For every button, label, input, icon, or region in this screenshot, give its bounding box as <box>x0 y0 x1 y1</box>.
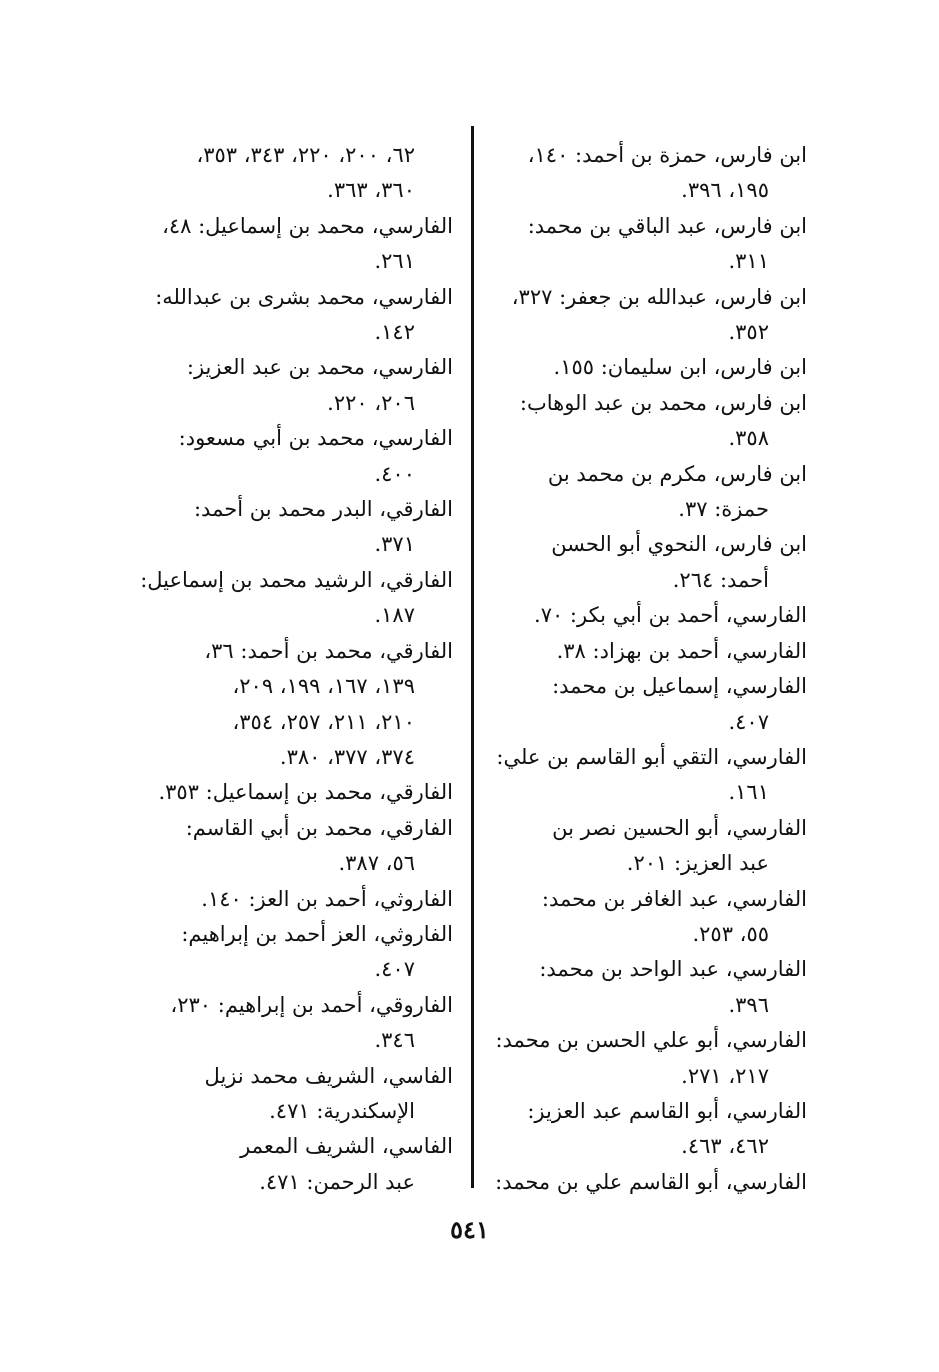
entry-line: الفارسي، إسماعيل بن محمد: <box>552 674 807 699</box>
entry-line: الفارسي، محمد بن عبد العزيز: <box>186 355 453 380</box>
entry-continuation: ٣٧١. <box>374 532 415 557</box>
entry-continuation: ٢٠٦، ٢٢٠. <box>327 390 415 415</box>
entry-continuation: ٤٠٧. <box>374 957 415 982</box>
index-entry <box>477 1023 807 1094</box>
entry-line: ابن فارس، عبدالله بن جعفر: ٣٢٧، <box>511 284 807 309</box>
entry-line: الفارسي، عبد الواحد بن محمد: <box>539 957 807 982</box>
index-entry <box>477 386 807 457</box>
entry-continuation: ٢١٠، ٢١١، ٢٥٧، ٣٥٤، <box>232 709 415 734</box>
index-entry <box>123 740 453 775</box>
page-number: ٥٤١ <box>450 1215 489 1244</box>
entry-line: الفارسي، محمد بشرى بن عبدالله: <box>155 284 453 309</box>
entry-continuation: ٣٧٤، ٣٧٧، ٣٨٠. <box>279 744 415 769</box>
entry-continuation: الإسكندرية: ٤٧١. <box>269 1098 415 1123</box>
index-entry <box>123 705 453 740</box>
index-entry <box>123 563 453 634</box>
index-entry <box>123 634 453 705</box>
entry-continuation: ٤٠٠. <box>374 461 415 486</box>
index-entry <box>477 882 807 953</box>
entry-line: الفاروثي، أحمد بن العز: ١٤٠. <box>201 886 453 911</box>
index-entry <box>123 280 453 351</box>
entry-line: الفاروقي، أحمد بن إبراهيم: ٢٣٠، <box>170 992 453 1017</box>
index-entry <box>123 811 453 882</box>
index-entry <box>477 1094 807 1165</box>
entry-continuation: عبد الرحمن: ٤٧١. <box>259 1169 415 1194</box>
entry-continuation: ١٤٢. <box>374 320 415 345</box>
entry-continuation: عبد العزيز: ٢٠١. <box>626 851 769 876</box>
entry-line: الفاسي، الشريف محمد نزيل <box>204 1063 453 1088</box>
entry-line: الفارقي، محمد بن أبي القاسم: <box>185 815 453 840</box>
entry-line: الفارسي، عبد الغافر بن محمد: <box>541 886 807 911</box>
entry-continuation: ٣٤٦. <box>374 1028 415 1053</box>
entry-line: ابن فارس، مكرم بن محمد بن <box>547 461 807 486</box>
column-divider <box>471 126 474 1188</box>
entry-continuation: ٥٥، ٢٥٣. <box>692 921 769 946</box>
index-entry <box>123 173 453 208</box>
entry-continuation: أحمد: ٢٦٤. <box>672 567 769 592</box>
entry-line: ابن فارس، ابن سليمان: ١٥٥. <box>553 355 807 380</box>
entry-line: الفارسي، أبو علي الحسن بن محمد: <box>495 1028 807 1053</box>
index-entry <box>477 209 807 280</box>
index-entry <box>477 598 807 633</box>
entry-line: الفارقي، البدر محمد بن أحمد: <box>193 497 453 522</box>
index-entry <box>477 669 807 740</box>
index-entry <box>123 350 453 421</box>
entry-continuation: ٣٥٢. <box>728 320 769 345</box>
entry-line: ابن فارس، النحوي أبو الحسن <box>551 532 807 557</box>
index-entry <box>123 492 453 563</box>
entry-continuation: ٣٩٦. <box>728 992 769 1017</box>
index-entry <box>123 421 453 492</box>
entry-continuation: ٦٢، ٢٠٠، ٢٢٠، ٣٤٣، ٣٥٣، <box>196 143 415 167</box>
right-column <box>477 138 807 1200</box>
entry-line: الفارسي، أبو القاسم علي بن محمد: <box>495 1169 807 1194</box>
entry-line: الفاروثي، العز أحمد بن إبراهيم: <box>181 921 453 946</box>
index-entry <box>477 527 807 598</box>
entry-continuation: ٤٠٧. <box>728 709 769 734</box>
entry-continuation: ١٩٥، ٣٩٦. <box>681 178 769 203</box>
entry-continuation: ٢٦١. <box>374 249 415 274</box>
entry-line: ابن فارس، عبد الباقي بن محمد: <box>527 213 807 238</box>
index-entry <box>477 1165 807 1200</box>
entry-continuation: ٤٦٢، ٤٦٣. <box>681 1134 769 1159</box>
entry-line: ابن فارس، محمد بن عبد الوهاب: <box>519 390 807 415</box>
entry-continuation: ١٦١. <box>728 780 769 805</box>
entry-line: ابن فارس، حمزة بن أحمد: ١٤٠، <box>527 143 807 167</box>
index-entry <box>477 634 807 669</box>
entry-continuation: ٥٦، ٣٨٧. <box>338 851 415 876</box>
entry-line: الفارسي، أبو الحسين نصر بن <box>552 815 807 840</box>
entry-line: الفاسي، الشريف المعمر <box>240 1134 453 1159</box>
index-entry <box>477 350 807 385</box>
index-entry <box>123 882 453 917</box>
entry-continuation: ١٨٧. <box>374 603 415 628</box>
index-entry <box>123 988 453 1059</box>
entry-continuation: ٣١١. <box>728 249 769 274</box>
entry-line: الفارقي، الرشيد محمد بن إسماعيل: <box>140 567 453 592</box>
index-entry <box>123 1059 453 1130</box>
index-entry <box>123 917 453 988</box>
index-entry <box>123 138 453 173</box>
entry-line: الفارقي، محمد بن أحمد: ٣٦، <box>204 638 453 663</box>
entry-continuation: حمزة: ٣٧. <box>678 497 769 522</box>
entry-continuation: ٣٦٠، ٣٦٣. <box>327 178 415 203</box>
index-entry <box>123 775 453 810</box>
entry-continuation: ٢١٧، ٢٧١. <box>681 1063 769 1088</box>
index-entry <box>123 1129 453 1200</box>
index-entry <box>477 280 807 351</box>
index-entry <box>477 740 807 811</box>
index-entry <box>477 138 807 209</box>
left-column <box>123 138 453 1200</box>
entry-line: الفارسي، محمد بن إسماعيل: ٤٨، <box>162 213 453 238</box>
entry-line: الفارسي، أحمد بن بهزاد: ٣٨. <box>556 638 807 663</box>
entry-line: الفارقي، محمد بن إسماعيل: ٣٥٣. <box>158 780 453 805</box>
entry-line: الفارسي، أحمد بن أبي بكر: ٧٠. <box>534 603 807 628</box>
index-entry <box>123 209 453 280</box>
entry-line: الفارسي، محمد بن أبي مسعود: <box>178 426 453 451</box>
entry-line: الفارسي، التقي أبو القاسم بن علي: <box>496 744 807 769</box>
index-entry <box>477 811 807 882</box>
index-entry <box>477 457 807 528</box>
entry-continuation: ١٣٩، ١٦٧، ١٩٩، ٢٠٩، <box>232 674 415 699</box>
entry-line: الفارسي، أبو القاسم عبد العزيز: <box>527 1098 807 1123</box>
index-entry <box>477 952 807 1023</box>
entry-continuation: ٣٥٨. <box>728 426 769 451</box>
